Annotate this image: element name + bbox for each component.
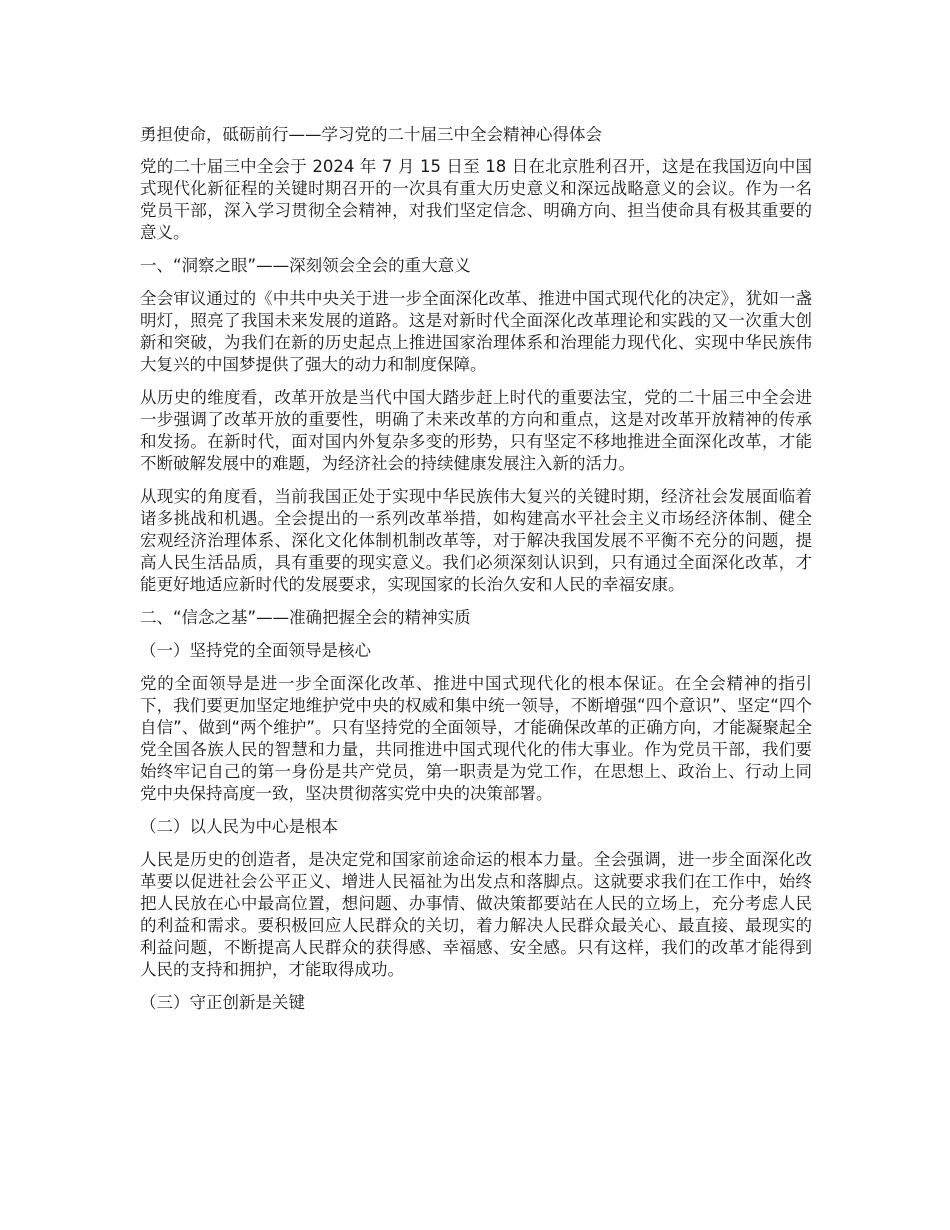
paragraph: 从历史的维度看，改革开放是当代中国大踏步赶上时代的重要法宝，党的二十届三中全会进一步强调了改革开放的重要性，明确了未来改革的方向和重点，这是对改革开放精神的传承和发扬。在新时代，面对国内外复杂多变的形势，只有坚定不移地推进全面深化改革，才能不断破解发展中的难题，为经济社会的持续健康发展注入新的活力。 bbox=[140, 388, 812, 473]
subsection-heading: （一）坚持党的全面领导是核心 bbox=[140, 641, 371, 660]
paragraph: 全会审议通过的《中共中央关于进一步全面深化改革、推进中国式现代化的决定》，犹如一盏明灯，照亮了我国未来发展的道路。这是对新时代全面深化改革理论和实践的又一次重大创新和突破，为我们在新的历史起点上推进国家治理体系和治理能力现代化、实现中华民族伟大复兴的中国梦提供了强大的动力和制度保障。 bbox=[140, 289, 812, 374]
paragraph: 人民是历史的创造者，是决定党和国家前途命运的根本力量。全会强调，进一步全面深化改革要以促进社会公平正义、增进人民福祉为出发点和落脚点。这就要求我们在工作中，始终把人民放在心中最高位置，想问题、办事情、做决策都要站在人民的立场上，充分考虑人民的利益和需求。要积极回应人民群众的关切，着力解决人民群众最关心、最直接、最现实的利益问题，不断提高人民群众的获得感、幸福感、安全感。只有这样，我们的改革才能得到人民的支持和拥护，才能取得成功。 bbox=[140, 850, 812, 979]
subsection-heading: （二）以人民为中心是根本 bbox=[140, 817, 338, 836]
paragraph: 从现实的角度看，当前我国正处于实现中华民族伟大复兴的关键时期，经济社会发展面临着诸多挑战和机遇。全会提出的一系列改革举措，如构建高水平社会主义市场经济体制、健全宏观经济治理体系、深化文化体制机制改革等，对于解决我国发展不平衡不充分的问题，提高人民生活品质，具有重要的现实意义。我们必须深刻认识到，只有通过全面深化改革，才能更好地适应新时代的发展要求，实现国家的长治久安和人民的幸福安康。 bbox=[140, 487, 812, 594]
section-heading-1: 一、“洞察之眼”——深刻领会全会的重大意义 bbox=[140, 256, 471, 275]
section-heading-2: 二、“信念之基”——准确把握全会的精神实质 bbox=[140, 608, 471, 627]
paragraph-intro: 党的二十届三中全会于 2024 年 7 月 15 日至 18 日在北京胜利召开，这是在我国迈向中国式现代化新征程的关键时期召开的一次具有重大历史意义和深远战略意义的会议。作为一名党员干部，深入学习贯彻全会精神，对我们坚定信念、明确方向、担当使命具有极其重要的意义。 bbox=[140, 157, 812, 242]
paragraph: 党的全面领导是进一步全面深化改革、推进中国式现代化的根本保证。在全会精神的指引下，我们要更加坚定地维护党中央的权威和集中统一领导，不断增强“四个意识”、坚定“四个自信”、做到“两个维护”。只有坚持党的全面领导，才能确保改革的正确方向，才能凝聚起全党全国各族人民的智慧和力量，共同推进中国式现代化的伟大事业。作为党员干部，我们要始终牢记自己的第一身份是共产党员，第一职责是为党工作，在思想上、政治上、行动上同党中央保持高度一致，坚决贯彻落实党中央的决策部署。 bbox=[140, 674, 812, 803]
document-title: 勇担使命，砥砺前行——学习党的二十届三中全会精神心得体会 bbox=[140, 125, 602, 144]
document-page bbox=[140, 124, 812, 1025]
subsection-heading: （三）守正创新是关键 bbox=[140, 993, 305, 1012]
